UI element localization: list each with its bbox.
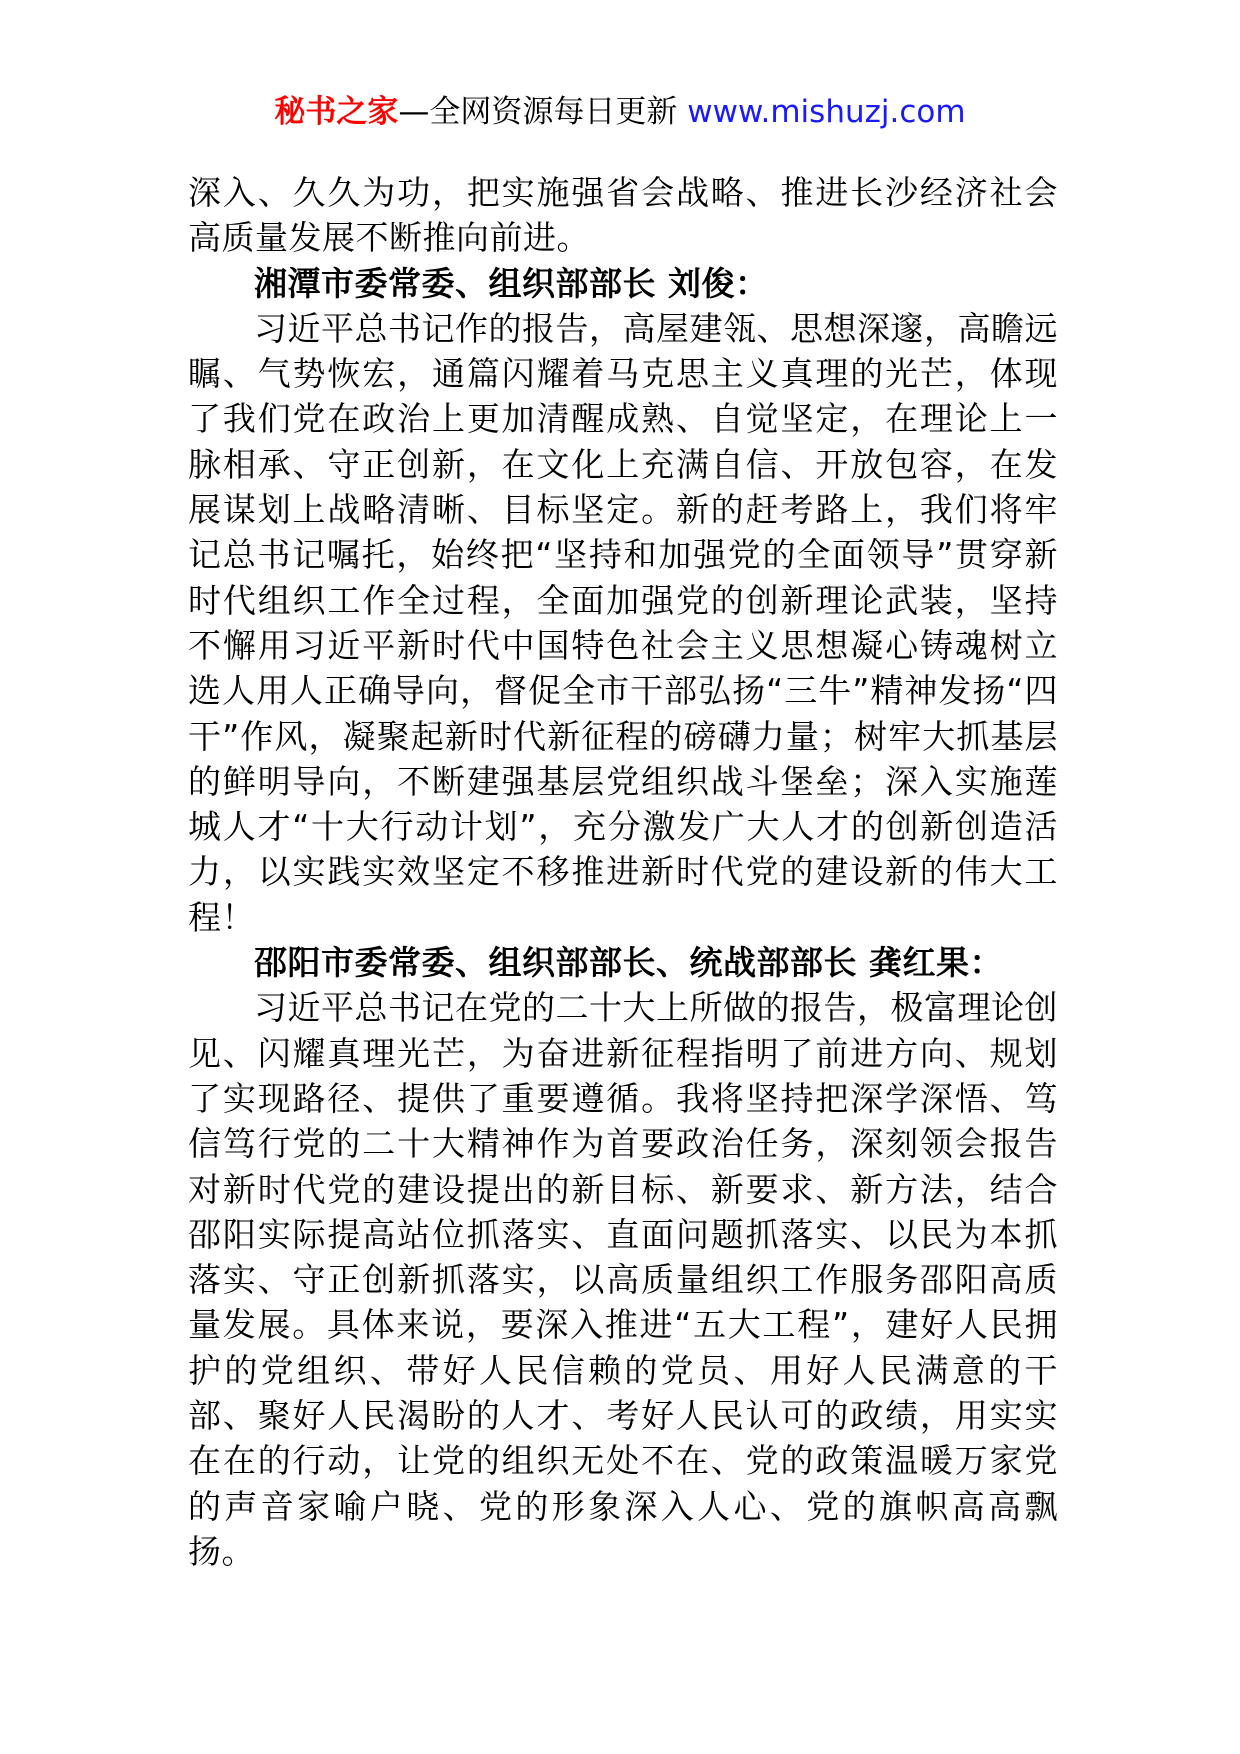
website-link[interactable]: www.mishuzj.com	[687, 94, 966, 130]
speaker-heading-liu-jun: 湘潭市委常委、组织部部长 刘俊：	[254, 263, 769, 303]
brand-name: 秘书之家	[274, 94, 399, 130]
paragraph-continuation: 深入、久久为功，把实施强省会战略、推进长沙经济社会高质量发展不断推向前进。	[188, 173, 1058, 258]
paragraph-liu-jun: 习近平总书记作的报告，高屋建瓴、思想深邃，高瞻远瞩、气势恢宏，通篇闪耀着马克思主义真理的光芒，体现了我们党在政治上更加清醒成熟、自觉坚定，在理论上一脉相承、守正创新，在文化上充满自信、开放包容，在发展谋划上战略清晰、目标坚定。新的赶考路上，我们将牢记总书记嘱托，始终把“坚持和加强党的全面领导”贯穿新时代组织工作全过程，全面加强党的创新理论武装，坚持不懈用习近平新时代中国特色社会主义思想凝心铸魂树立选人用人正确导向，督促全市干部弘扬“三牛”精神发扬“四干”作风，凝聚起新时代新征程的磅礴力量；树牢大抓基层的鲜明导向，不断建强基层党组织战斗堡垒；深入实施莲城人才“十大行动计划”，充分激发广大人才的创新创造活力，以实践实效坚定不移推进新时代党的建设新的伟大工程！	[188, 308, 1058, 937]
paragraph-gong-hongguo: 习近平总书记在党的二十大上所做的报告，极富理论创见、闪耀真理光芒，为奋进新征程指明了前进方向、规划了实现路径、提供了重要遵循。我将坚持把深学深悟、笃信笃行党的二十大精神作为首要政治任务，深刻领会报告对新时代党的建设提出的新目标、新要求、新方法，结合邵阳实际提高站位抓落实、直面问题抓落实、以民为本抓落实、守正创新抓落实，以高质量组织工作服务邵阳高质量发展。具体来说，要深入推进“五大工程”，建好人民拥护的党组织、带好人民信赖的党员、用好人民满意的干部、聚好人民渴盼的人才、考好人民认可的政绩，用实实在在的行动，让党的组织无处不在、党的政策温暖万家党的声音家喻户晓、党的形象深入人心、党的旗帜高高飘扬。	[188, 988, 1058, 1571]
header-slogan: —全网资源每日更新	[398, 94, 678, 130]
document-body	[188, 170, 1058, 1574]
speaker-heading-gong-hongguo: 邵阳市委常委、组织部部长、统战部部长 龚红果：	[254, 943, 1003, 983]
page-header	[0, 92, 1240, 132]
